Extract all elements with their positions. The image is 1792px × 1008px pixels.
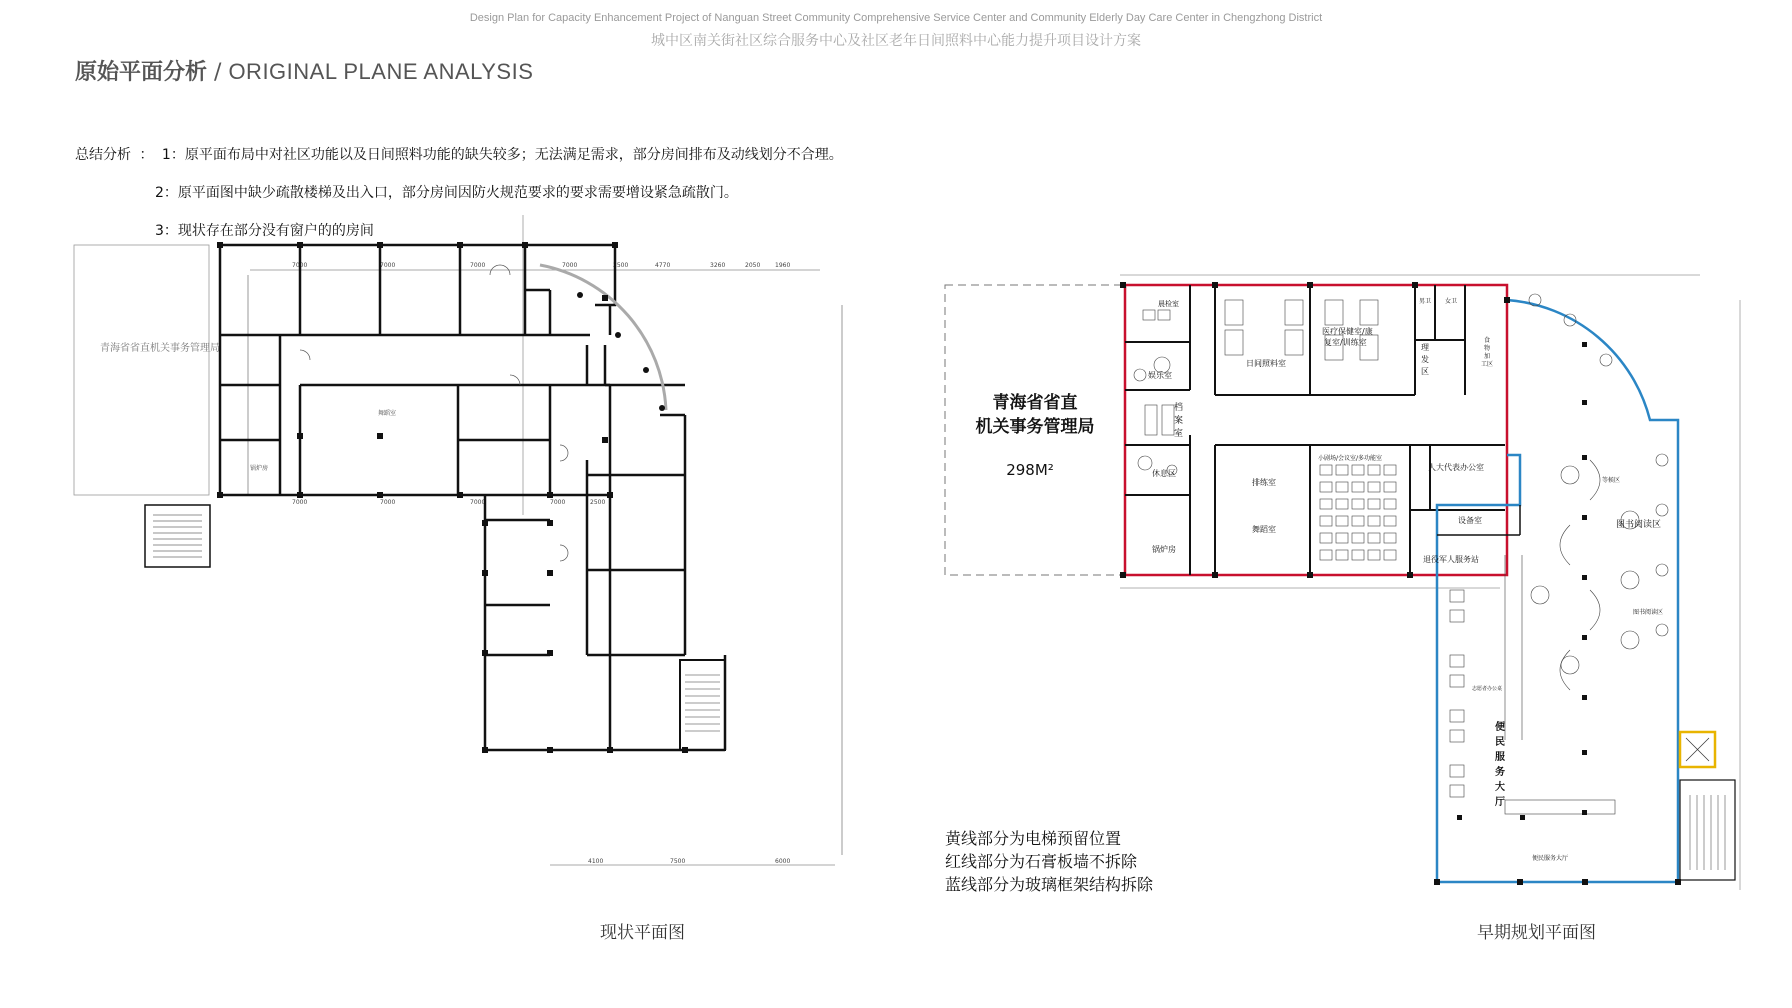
room-barber-3: 区 (1421, 367, 1429, 376)
early-plan-caption: 早期规划平面图 (1477, 923, 1596, 943)
room-rest: 休息区 (1152, 469, 1176, 478)
service-hall-2: 民 (1495, 737, 1505, 748)
room-small-meeting: 小剧场/会议室/多功能室 (1318, 455, 1383, 462)
early-planning-floor-plan (940, 270, 1760, 920)
dim-top-9: 1960 (775, 262, 791, 269)
neighbor-label-line2: 机关事务管理局 (975, 417, 1095, 437)
project-subtitle-en: Design Plan for Capacity Enhancement Project of Nanguan Street Community Comprehensive Service Center and Community Elderly Day Care Center in Chengzhong District (469, 12, 1323, 24)
room-rehearsal: 排练室 (1252, 478, 1276, 487)
section-title (75, 55, 533, 86)
room-barber-2: 发 (1421, 355, 1429, 364)
dim-top-5: 2500 (613, 262, 629, 269)
room-archive-3: 室 (1174, 429, 1184, 439)
service-hall-1: 便 (1495, 722, 1505, 733)
dim-bottom-2: 7000 (380, 499, 396, 506)
neighbor-label-line1: 青海省省直 (992, 393, 1078, 413)
dim-top-8: 2050 (745, 262, 761, 269)
section-title-en: ORIGINAL PLANE ANALYSIS (228, 59, 534, 84)
room-entertainment: 娱乐室 (1148, 371, 1172, 380)
dim-bottom-5: 2500 (590, 499, 606, 506)
room-medical-2: 复室/训练室 (1324, 338, 1367, 347)
service-hall-3: 服 (1495, 752, 1505, 763)
waiting-area: 等候区 (1602, 477, 1621, 484)
analysis-item-3: 3：现状存在部分没有窗户的的房间 (155, 223, 374, 239)
section-title-cn: 原始平面分析 (75, 60, 208, 85)
dim-bottom2-2: 7500 (670, 858, 686, 865)
service-hall-4: 务 (1495, 767, 1505, 778)
room-library-2: 图书阅读区 (1633, 609, 1664, 616)
room-dance: 舞蹈室 (1252, 525, 1276, 534)
service-hall-small: 便民服务大厅 (1532, 855, 1569, 862)
room-veterans: 退役军人服务站 (1423, 555, 1479, 564)
legend-blue: 蓝线部分为玻璃框架结构拆除 (945, 875, 1154, 894)
section-title-separator: / (214, 60, 222, 85)
room-barber-1: 理 (1421, 343, 1429, 352)
service-hall-6: 厅 (1495, 797, 1505, 808)
dim-top-1: 7000 (292, 262, 308, 269)
existing-floor-plan (60, 215, 860, 875)
dim-top-2: 7000 (380, 262, 396, 269)
line-legend (945, 827, 1153, 896)
dim-top-4: 7000 (562, 262, 578, 269)
left-room-dance: 舞蹈室 (378, 410, 397, 417)
neighbor-area: 298M² (1006, 461, 1054, 479)
dim-bottom-1: 7000 (292, 499, 308, 506)
dim-top-6: 4770 (655, 262, 671, 269)
dim-bottom-3: 7000 (470, 499, 486, 506)
dim-bottom-4: 7000 (550, 499, 566, 506)
analysis-item-2: 2：原平面图中缺少疏散楼梯及出入口，部分房间因防火规范要求的要求需要增设紧急疏散门。 (155, 185, 738, 201)
room-library: 图书阅读区 (1616, 520, 1662, 530)
room-male-toilet: 男卫 (1419, 298, 1432, 305)
legend-red: 红线部分为石膏板墙不拆除 (945, 852, 1138, 871)
room-kitchen-4: 工区 (1481, 361, 1494, 368)
room-npc-office: 人大代表办公室 (1428, 463, 1484, 472)
room-kitchen-3: 加 (1484, 353, 1491, 360)
dim-bottom2-1: 4100 (588, 858, 604, 865)
room-morning-check: 晨检室 (1158, 300, 1179, 308)
room-archive-2: 案 (1174, 416, 1184, 426)
volunteer-desk: 志愿者办公桌 (1472, 686, 1503, 692)
legend-yellow: 黄线部分为电梯预留位置 (945, 829, 1122, 848)
room-female-toilet: 女卫 (1445, 298, 1458, 305)
neighbor-building-label: 青海省省直机关事务管理局 (100, 343, 220, 354)
room-archive-1: 档 (1174, 403, 1184, 413)
analysis-label: 总结分析 (75, 147, 131, 163)
project-subtitle-cn: 城中区南关街社区综合服务中心及社区老年日间照料中心能力提升项目设计方案 (651, 33, 1141, 49)
room-boiler: 锅炉房 (1152, 545, 1176, 554)
left-room-boiler: 锅炉房 (250, 465, 269, 472)
dim-top-3: 7000 (470, 262, 486, 269)
dim-bottom2-3: 6000 (775, 858, 791, 865)
analysis-item-1: 1：原平面布局中对社区功能以及日间照料功能的缺失较多；无法满足需求，部分房间排布及动线划分不合理。 (161, 147, 843, 163)
dim-top-7: 3260 (710, 262, 726, 269)
room-equipment: 设备室 (1458, 516, 1482, 525)
room-kitchen-1: 食 (1484, 337, 1491, 344)
room-daycare: 日间照料室 (1246, 359, 1286, 368)
service-hall-5: 大 (1495, 782, 1505, 793)
existing-plan-caption: 现状平面图 (600, 923, 685, 943)
room-medical-1: 医疗保健室/康 (1322, 327, 1373, 336)
room-kitchen-2: 物 (1484, 345, 1491, 352)
